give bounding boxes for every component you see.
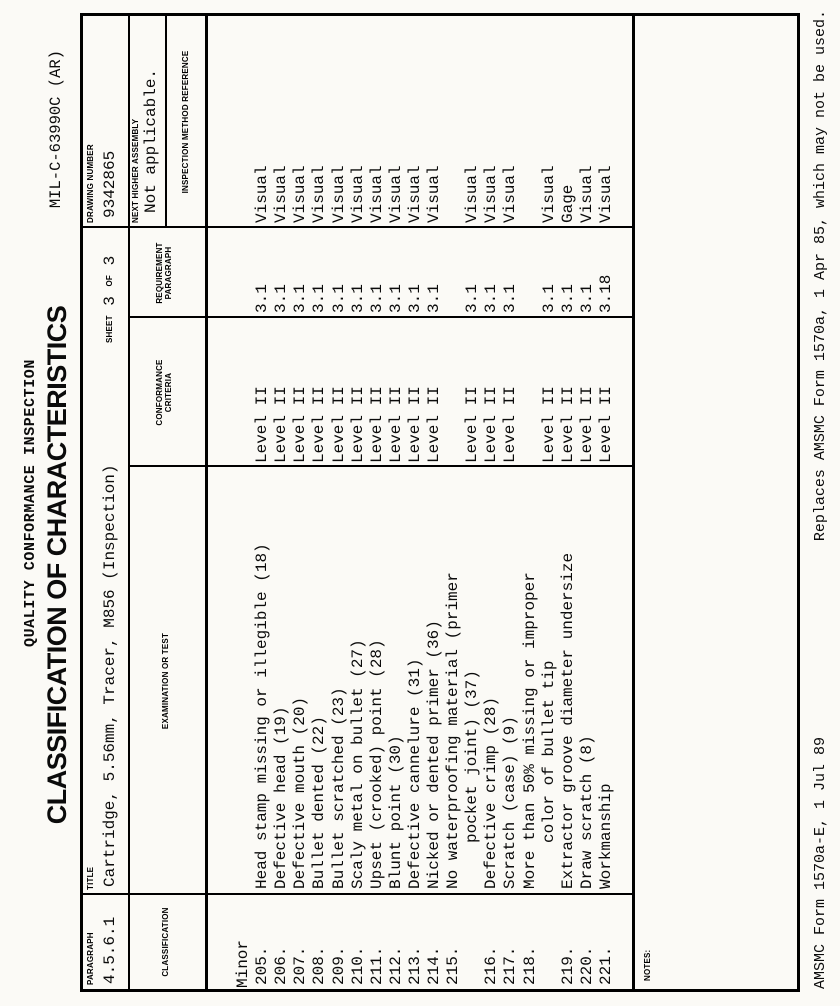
row-conformance-criteria: Level II <box>501 386 520 463</box>
row-number: 217. <box>501 946 520 985</box>
table-row <box>310 16 329 989</box>
row-requirement-paragraph: 3.1 <box>253 284 272 313</box>
row-requirement-paragraph: 3.1 <box>329 284 348 313</box>
row-requirement-paragraph: 3.1 <box>348 284 367 313</box>
replaces-footer: Replaces AMSMC Form 1570a, 1 Apr 85, which may not be used. <box>812 10 829 542</box>
table-row <box>444 16 463 989</box>
body-notes-divider <box>632 16 635 989</box>
row-number: 218. <box>520 946 539 985</box>
row-inspection-method: Visual <box>253 165 272 223</box>
row-examination-text: Draw scratch (8) <box>577 735 596 889</box>
row-examination-text: Workmanship <box>596 783 615 889</box>
row-examination-text: Bullet dented (22) <box>310 716 329 889</box>
row-inspection-method: Visual <box>348 165 367 223</box>
row-inspection-method: Visual <box>272 165 291 223</box>
header-body-divider <box>205 16 208 989</box>
table-row <box>501 16 520 989</box>
row-examination-text: More than 50% missing or improper <box>520 572 539 889</box>
row-requirement-paragraph: 3.1 <box>291 284 310 313</box>
row-number: 212. <box>386 946 405 985</box>
row-conformance-criteria: Level II <box>272 386 291 463</box>
row-requirement-paragraph: 3.1 <box>539 284 558 313</box>
row-conformance-criteria: Level II <box>405 386 424 463</box>
table-row <box>540 16 559 989</box>
form-heading-line1: QUALITY CONFORMANCE INSPECTION <box>22 358 39 648</box>
table-row <box>291 16 310 989</box>
row-examination-text: Defective cannelure (31) <box>405 658 424 889</box>
row-conformance-criteria: Level II <box>558 386 577 463</box>
row-requirement-paragraph: 3.18 <box>596 274 615 313</box>
row-number: 214. <box>425 946 443 985</box>
row-inspection-method: Visual <box>501 165 520 223</box>
of-label: OF <box>105 274 114 287</box>
row-conformance-criteria: Level II <box>253 386 272 463</box>
row-inspection-method: Visual <box>386 165 405 223</box>
row-requirement-paragraph: 3.1 <box>386 284 405 313</box>
table-row <box>272 16 291 989</box>
row-conformance-criteria: Level II <box>329 386 348 463</box>
next-higher-assembly-value: Not applicable. <box>142 68 160 213</box>
row-requirement-paragraph: 3.1 <box>501 284 520 313</box>
classification-col-header: CLASSIFICATION <box>161 907 170 977</box>
of-value: 3 <box>101 255 119 266</box>
row-requirement-paragraph: 3.1 <box>463 284 482 313</box>
row-number: 210. <box>348 946 367 985</box>
row-number: 207. <box>291 946 310 985</box>
classification-table <box>80 13 800 992</box>
row-inspection-method: Visual <box>329 165 348 223</box>
row-requirement-paragraph: 3.1 <box>482 284 501 313</box>
row-number: 206. <box>272 946 291 985</box>
row-inspection-method: Visual <box>463 165 482 223</box>
row-examination-text: pocket joint) (37) <box>463 670 482 843</box>
form-heading-line2: CLASSIFICATION OF CHARACTERISTICS <box>42 305 72 825</box>
row-inspection-method: Visual <box>310 165 329 223</box>
requirement-col-header-line2: PARAGRAPH <box>164 246 173 300</box>
row-number: 211. <box>367 946 386 985</box>
table-row <box>253 16 272 989</box>
row-number: 216. <box>482 946 501 985</box>
row-conformance-criteria: Level II <box>577 386 596 463</box>
row-conformance-criteria: Level II <box>425 386 443 463</box>
drawing-number-label: DRAWING NUMBER <box>86 144 95 223</box>
row-inspection-method: Visual <box>596 165 615 223</box>
sheet-value: 3 <box>101 296 119 306</box>
row-number: 221. <box>596 946 615 985</box>
row1-divider <box>128 16 130 989</box>
table-row <box>482 16 501 989</box>
table-row <box>521 16 540 989</box>
row-inspection-method: Gage <box>558 184 577 223</box>
requirement-col-header-line1: REQUIREMENT <box>155 242 164 304</box>
row-examination-text: Extractor groove diameter undersize <box>558 552 577 889</box>
conformance-col-header-line2: CRITERIA <box>164 372 173 413</box>
row-requirement-paragraph: 3.1 <box>405 284 424 313</box>
row-inspection-method: Visual <box>425 165 443 223</box>
table-row <box>463 16 482 989</box>
row-number: 208. <box>310 946 329 985</box>
paragraph-label: PARAGRAPH <box>86 932 95 985</box>
row-number: 220. <box>577 946 596 985</box>
row-inspection-method: Visual <box>405 165 424 223</box>
table-row <box>559 16 578 989</box>
table-row <box>406 16 425 989</box>
row-requirement-paragraph: 3.1 <box>310 284 329 313</box>
row-examination-text: Nicked or dented primer (36) <box>425 620 443 889</box>
row-examination-text: Defective crimp (28) <box>482 696 501 889</box>
row-requirement-paragraph: 3.1 <box>577 284 596 313</box>
table-row <box>425 16 444 989</box>
row-number: 219. <box>558 946 577 985</box>
row-requirement-paragraph: 3.1 <box>425 284 443 313</box>
row-requirement-paragraph: 3.1 <box>367 284 386 313</box>
row-inspection-method: Visual <box>539 165 558 223</box>
table-row <box>578 16 597 989</box>
table-row <box>368 16 387 989</box>
row-examination-text: No waterproofing material (primer <box>444 572 463 889</box>
row-conformance-criteria: Level II <box>386 386 405 463</box>
spec-number: MIL-C-63990C (AR) <box>47 50 65 209</box>
drawing-number-value: 9342865 <box>101 150 119 218</box>
row-number: 205. <box>253 946 272 985</box>
title-label: TITLE <box>86 866 95 890</box>
classification-value: Minor <box>234 939 252 988</box>
row-number: 215. <box>444 946 463 985</box>
row-examination-text: Upset (crooked) point (28) <box>367 639 386 889</box>
row-conformance-criteria: Level II <box>482 386 501 463</box>
title-value: Cartridge, 5.56mm, Tracer, M856 (Inspection) <box>101 464 119 887</box>
row-examination-text: Defective mouth (20) <box>291 696 310 889</box>
table-row <box>330 16 349 989</box>
conformance-col-header-line1: CONFORMANCE <box>155 359 164 426</box>
row-examination-text: color of bullet tip <box>539 660 558 843</box>
table-row <box>597 16 616 989</box>
row-conformance-criteria: Level II <box>291 386 310 463</box>
table-row <box>387 16 406 989</box>
sheet-label: SHEET <box>105 315 114 343</box>
row-inspection-method: Visual <box>577 165 596 223</box>
row-conformance-criteria: Level II <box>463 386 482 463</box>
row-inspection-method: Visual <box>367 165 386 223</box>
row-examination-text: Defective head (19) <box>272 706 291 889</box>
row-inspection-method: Visual <box>482 165 501 223</box>
row-examination-text: Head stamp missing or illegible (18) <box>253 543 272 889</box>
row-conformance-criteria: Level II <box>367 386 386 463</box>
row-number: 209. <box>329 946 348 985</box>
row-requirement-paragraph: 3.1 <box>558 284 577 313</box>
row-examination-text: Blunt point (30) <box>386 735 405 889</box>
form-id-footer: AMSMC Form 1570a-E, 1 Jul 89 <box>812 736 829 989</box>
examination-col-header: EXAMINATION OR TEST <box>161 632 170 730</box>
row-inspection-method: Visual <box>291 165 310 223</box>
row-conformance-criteria: Level II <box>539 386 558 463</box>
row-conformance-criteria: Level II <box>348 386 367 463</box>
table-row <box>349 16 368 989</box>
notes-label: NOTES: <box>643 949 652 981</box>
row-conformance-criteria: Level II <box>596 386 615 463</box>
next-higher-assembly-label: NEXT HIGHER ASSEMBLY <box>131 118 140 223</box>
row-conformance-criteria: Level II <box>310 386 329 463</box>
row-examination-text: Scaly metal on bullet (27) <box>348 639 367 889</box>
row-requirement-paragraph: 3.1 <box>272 284 291 313</box>
inspection-method-col-header: INSPECTION METHOD REFERENCE <box>181 50 190 194</box>
row-examination-text: Scratch (case) (9) <box>501 716 520 889</box>
paragraph-value: 4.5.6.1 <box>101 916 119 984</box>
row-examination-text: Bullet scratched (23) <box>329 687 348 889</box>
conformance-col-header <box>155 318 173 467</box>
requirement-col-header <box>155 228 173 318</box>
row-number: 213. <box>405 946 424 985</box>
sheet-block <box>101 256 119 343</box>
nha-imr-divider <box>165 16 167 228</box>
